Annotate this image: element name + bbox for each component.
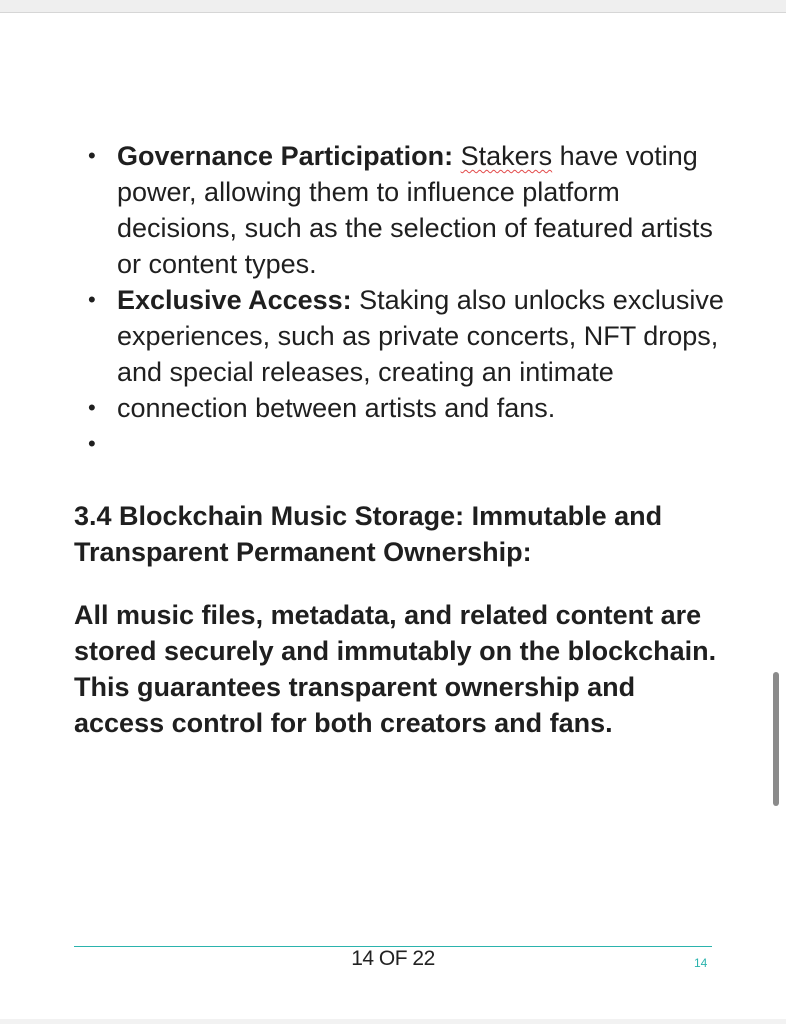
list-item bbox=[86, 390, 726, 426]
window-top-edge bbox=[0, 0, 786, 13]
bullet-term: Governance Participation: bbox=[117, 141, 454, 171]
bullet-icon: • bbox=[88, 143, 96, 168]
bullet-text: have voting power, allowing them to influence platform decisions, such as the selection of featured artists or content types. bbox=[117, 141, 713, 279]
document-page[interactable] bbox=[0, 13, 786, 1019]
bullet-term: Exclusive Access: bbox=[117, 285, 352, 315]
scrollbar-thumb[interactable] bbox=[773, 672, 779, 806]
list-item bbox=[86, 138, 726, 282]
page-counter: 14 OF 22 bbox=[351, 947, 435, 970]
section-heading: 3.4 Blockchain Music Storage: Immutable and Transparent Permanent Ownership: bbox=[74, 501, 663, 567]
page-number: 14 bbox=[694, 956, 708, 970]
bullet-text: connection between artists and fans. bbox=[117, 393, 556, 423]
bullet-icon: • bbox=[88, 287, 96, 312]
list-item-empty bbox=[86, 426, 726, 462]
bullet-icon: • bbox=[88, 395, 96, 420]
bullet-text: Staking also unlocks exclusive experiences, such as private concerts, NFT drops, and special releases, creating an intimate bbox=[117, 285, 724, 387]
bullet-icon: • bbox=[88, 431, 96, 456]
body-paragraph: All music files, metadata, and related content are stored securely and immutably on the blockchain. This guarantees transparent ownership and access control for both creators and fans. bbox=[74, 600, 717, 738]
spellcheck-word[interactable]: Stakers bbox=[460, 141, 553, 171]
list-item bbox=[86, 282, 726, 390]
bullet-list bbox=[86, 138, 726, 462]
